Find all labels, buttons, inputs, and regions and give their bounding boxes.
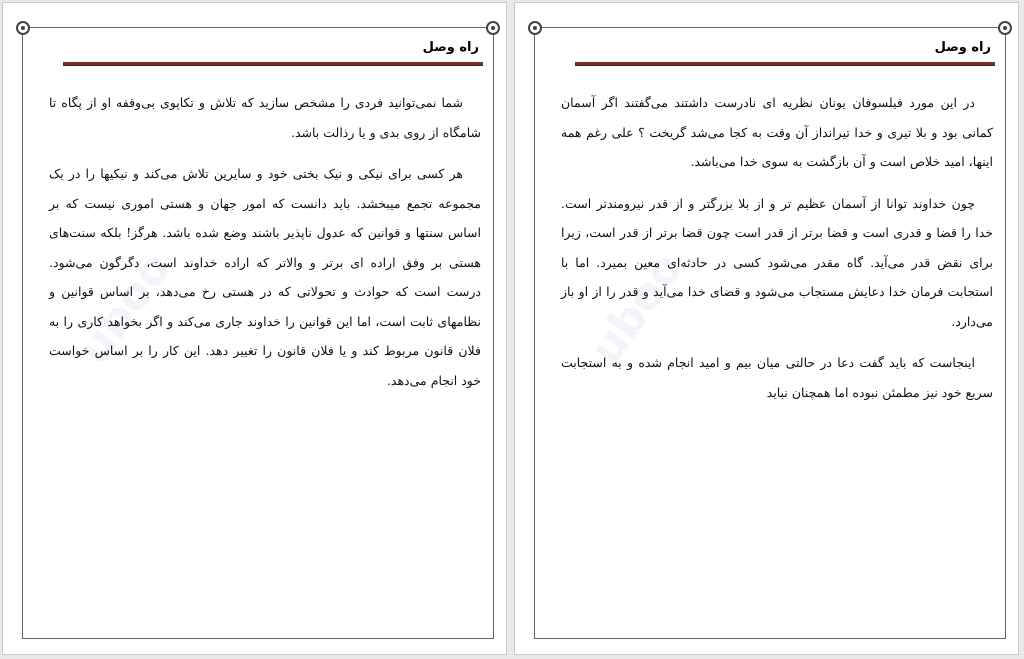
- corner-ornament-icon: [998, 21, 1012, 35]
- page-header: [33, 40, 483, 66]
- page-body: [561, 88, 993, 419]
- paragraph: شما نمی‌توانید فردی را مشخص سازید که تلاش و تکاپوی بی‌وقفه او از پگاه تا شامگاه از روی بدی و یا رذالت باشد.: [49, 95, 481, 140]
- corner-ornament-icon: [528, 21, 542, 35]
- page-left: [2, 2, 507, 655]
- header-divider: [575, 62, 995, 66]
- corner-ornament-icon: [486, 21, 500, 35]
- header-divider: [63, 62, 483, 66]
- page-body: [49, 88, 481, 407]
- page-frame: [534, 27, 1006, 639]
- page-frame: [22, 27, 494, 639]
- watermark: uboo: [580, 243, 693, 374]
- paragraph: چون خداوند توانا از آسمان عظیم تر و از بلا بزرگتر و از قدر نیرومندتر است. خدا را قضا و قدری است و قضا برتر از قدر است چون قضا برتر از قدر است، زیرا برای نقض قدر می‌آید. گاه مقدر می‌شود کسی در حادثه‌ای معین بمیرد. اما با استجابت فرمان خدا دعایش مستجاب می‌شود و قضای خدا می‌آید و قدر را از او باز می‌دارد.: [561, 195, 993, 329]
- page-header: [545, 40, 995, 66]
- page-title: راه وصل: [422, 40, 479, 55]
- page-right: [514, 2, 1019, 655]
- corner-ornament-icon: [16, 21, 30, 35]
- paragraph: هر کسی برای نیکی و نیک بختی خود و سایرین تلاش می‌کند و نیکیها را در یک مجموعه تجمع میبخشد. باید دانست که امور جهان و هستی اموری نیست که بر اساس سنتها و قوانین که عدول ناپذیر باشند وضع شده باشد. هرگز! بلکه سنت‌های هستی بر وفق اراده ای برتر و والاتر که اراده خداوند است، دگرگون می‌شود. درست است که حوادث و تحولاتی که در هستی رخ می‌دهد، بر اساس قوانین و نظامهای ثابت است، اما این قوانین را خداوند جاری می‌کند و اگر بخواهد کاری را به فلان قانون مربوط کند و یا فلان قانون را تغییر دهد. این کار را بر اساس خواست خود انجام می‌دهد.: [49, 166, 481, 388]
- watermark: uboo: [68, 243, 181, 374]
- paragraph: اینجاست که باید گفت دعا در حالتی میان بیم و امید انجام شده و به استجابت سریع خود نیز مطمئن نبوده اما همچنان نباید: [561, 355, 993, 400]
- page-title: راه وصل: [934, 40, 991, 55]
- paragraph: در این مورد فیلسوفان یونان نظریه ای نادرست داشتند می‌گفتند اگر آسمان کمانی بود و بلا تیری و خدا تیرانداز آن وقت به کجا می‌شد گریخت ؟ علی رغم همه اینها، امید خلاص است و آن بازگشت به سوی خدا می‌باشد.: [561, 95, 993, 169]
